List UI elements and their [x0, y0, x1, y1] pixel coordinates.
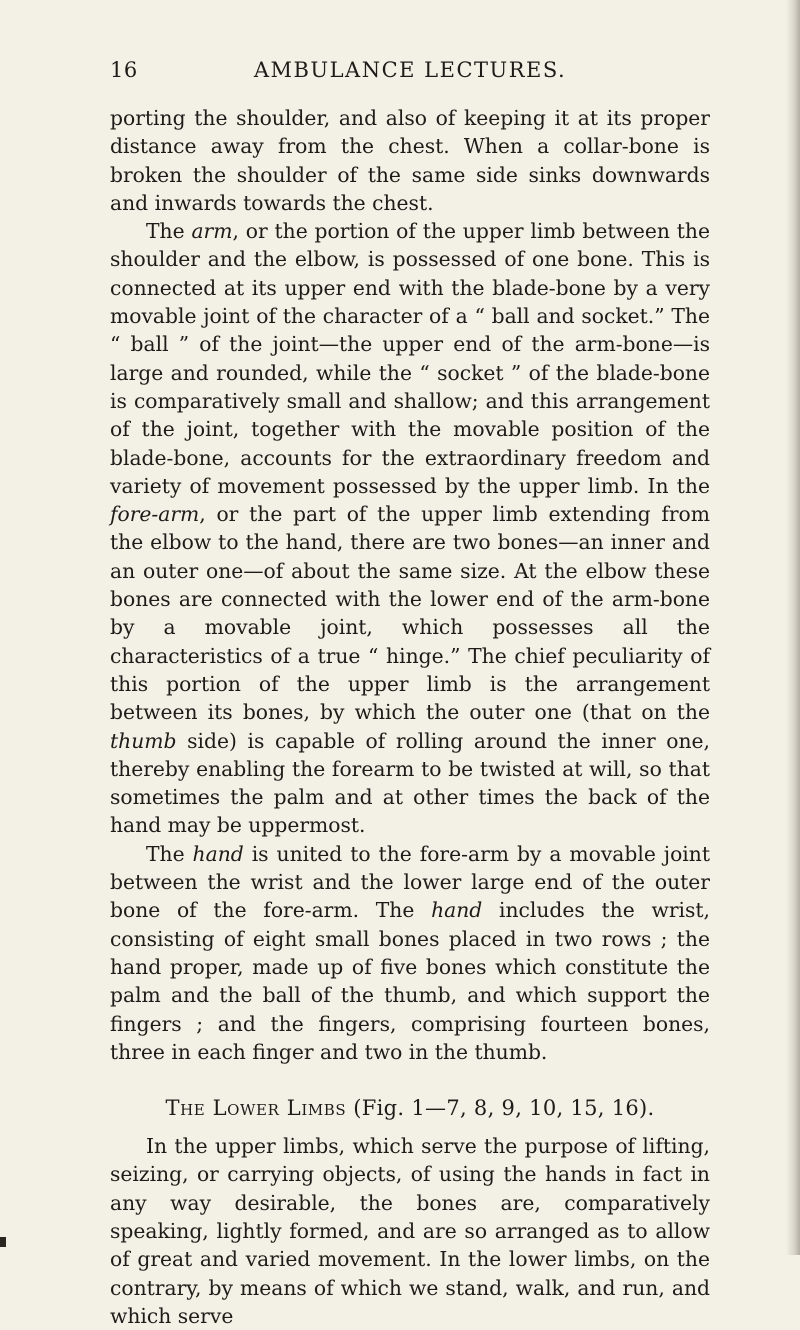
section-heading-figures: (Fig. 1—7, 8, 9, 10, 15, 16). — [346, 1096, 655, 1121]
body-text — [110, 104, 710, 1330]
page-number: 16 — [110, 58, 138, 82]
italic-term-arm: arm — [191, 219, 233, 244]
text-run: The — [146, 219, 192, 244]
italic-term-hand: hand — [192, 841, 244, 866]
italic-term-fore-arm: fore-arm — [110, 502, 200, 527]
italic-term-hand: hand — [431, 898, 483, 923]
text-run: includes the wrist, consisting of eight small bones placed in two rows ; the hand proper, made up of five bones which constitute the palm and the ball of the thumb, and which support the fingers ; and the fingers, comprising fourteen bones, three in each finger and two in the thumb. — [110, 898, 711, 1064]
scan-mark — [0, 1237, 6, 1247]
running-head — [110, 58, 710, 88]
text-run: side) is capable of rolling around the inner one, thereby enabling the forearm to be twisted at will, so that sometimes the palm and at other times the back of the hand may be uppermost. — [110, 728, 710, 838]
paragraph-hand — [110, 840, 710, 1066]
page-edge-shadow — [786, 0, 800, 1255]
section-heading-lower-limbs — [110, 1094, 710, 1122]
section-heading-title: The Lower Limbs — [165, 1096, 347, 1121]
paragraph-text: porting the shoulder, and also of keeping it at its proper distance away from the chest. When a collar-bone is broken the shoulder of the same side sinks downwards and inwards towards the chest. — [110, 106, 710, 215]
running-title: AMBULANCE LECTURES. — [253, 58, 567, 82]
text-run: , or the portion of the upper limb between the shoulder and the elbow, is possessed of one bone. This is connected at its upper end with the blade-bone by a very movable joint of the character of a “ ball and socket.” The “ ball ” of the joint—the upper end of the arm-bone—is large and rounded, while the “ socket ” of the blade-bone is comparatively small and shallow; and this arrangement of the joint, together with the movable position of the blade-bone, accounts for the extraordinary freedom and variety of movement possessed by the upper limb. In the — [110, 219, 710, 498]
paragraph-text: In the upper limbs, which serve the purpose of lifting, seizing, or carrying objects, of using the hands in fact in any way desirable, the bones are, comparatively speaking, lightly formed, and are so arranged as to allow of great and varied movement. In the lower limbs, on the contrary, by means of which we stand, walk, and run, and which serve — [110, 1134, 710, 1328]
text-run: , or the part of the upper limb extending from the elbow to the hand, there are two bones—an inner and an outer one—of about the same size. At the elbow these bones are connected with the lower end of the arm-bone by a movable joint, which possesses all the characteristics of a true “ hinge.” The chief peculiarity of this portion of the upper limb is the arrangement between its bones, by which the outer one (that on the — [110, 502, 710, 725]
paragraph-arm — [110, 217, 710, 840]
text-run: The — [146, 841, 193, 866]
paragraph-shoulder-continued — [110, 104, 710, 217]
italic-term-thumb: thumb — [110, 728, 177, 753]
paragraph-lower-limbs — [110, 1132, 710, 1330]
text-run: is united to the fore-arm by a movable joint between the wrist and the lower large end of the outer bone of the fore-arm. The — [110, 841, 710, 923]
